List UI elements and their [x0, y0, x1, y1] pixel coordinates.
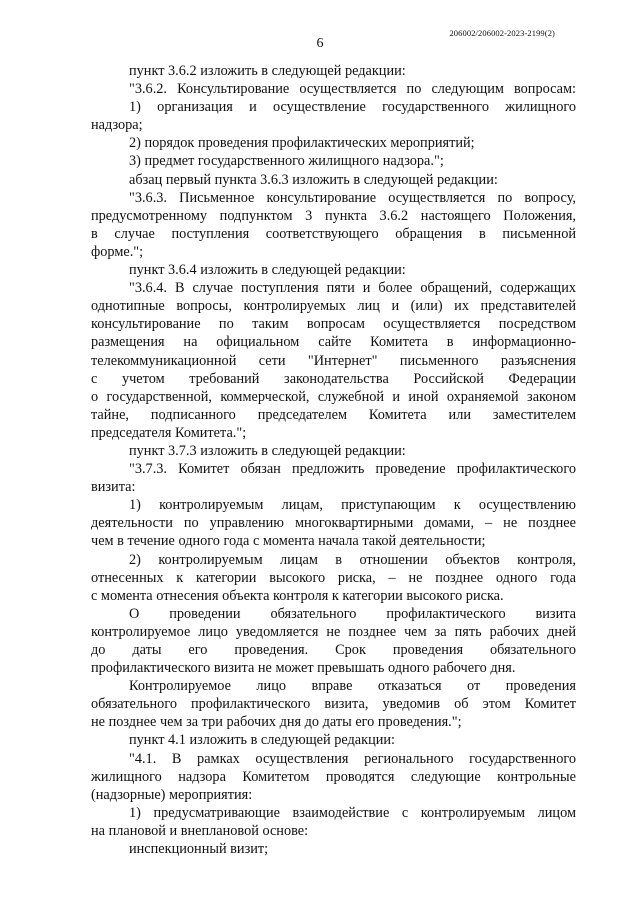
text-line: с момента отнесения объекта контроля к категории высокого риска.: [91, 587, 504, 604]
text-line: размещения на официальном сайте Комитета в информационно-: [91, 334, 576, 351]
text-line: надзора;: [91, 117, 143, 134]
text-line: 1) предусматривающие взаимодействие с контролируемым лицом: [129, 804, 576, 821]
text-line: "3.6.4. В случае поступления пяти и более обращений, содержащих: [129, 280, 576, 297]
text-line: инспекционный визит;: [129, 841, 269, 858]
text-line: "4.1. В рамках осуществления регионального государственного: [129, 750, 576, 767]
text-line: визита:: [91, 479, 136, 496]
text-line: (надзорные) мероприятия:: [91, 786, 253, 803]
text-line: 2) контролируемым лицам в отношении объектов контроля,: [129, 551, 576, 568]
text-line: 3) предмет государственного жилищного надзора.";: [129, 153, 444, 170]
text-line: о государственной, коммерческой, служебной и иной охраняемой законом: [91, 388, 576, 405]
text-line: пункт 3.6.4 изложить в следующей редакции:: [129, 262, 406, 279]
text-line: телекоммуникационной сети "Интернет" письменного разъяснения: [91, 352, 576, 369]
text-line: предусмотренному подпунктом 3 пункта 3.6.2 настоящего Положения,: [91, 207, 576, 224]
text-line: О проведении обязательного профилактического визита: [129, 605, 576, 622]
text-line: в случае поступления соответствующего обращения в письменной: [91, 225, 576, 242]
text-line: консультирование по таким вопросам осуществляется посредством: [91, 316, 576, 333]
text-line: контролируемое лицо уведомляется не позднее чем за пять рабочих дней: [91, 623, 576, 640]
document-id: 206002/206002-2023-2199(2): [449, 28, 555, 38]
text-line: "3.7.3. Комитет обязан предложить проведение профилактического: [129, 461, 576, 478]
text-line: абзац первый пункта 3.6.3 изложить в следующей редакции:: [129, 171, 498, 188]
text-line: не позднее чем за три рабочих дня до даты его проведения.";: [91, 714, 462, 731]
text-line: 1) контролируемым лицам, приступающим к осуществлению: [129, 497, 576, 514]
text-line: пункт 3.7.3 изложить в следующей редакции:: [129, 442, 406, 459]
text-line: пункт 4.1 изложить в следующей редакции:: [129, 732, 396, 749]
text-line: отнесенных к категории высокого риска, – не позднее одного года: [91, 569, 576, 586]
text-line: председателя Комитета.";: [91, 424, 247, 441]
page-number: 6: [316, 36, 324, 51]
text-line: жилищного надзора Комитетом проводятся следующие контрольные: [91, 768, 576, 785]
text-line: чем в течение одного года с момента начала такой деятельности;: [91, 533, 486, 550]
text-line: "3.6.2. Консультирование осуществляется по следующим вопросам:: [129, 81, 576, 98]
text-line: форме.";: [91, 243, 144, 260]
text-line: до даты его проведения. Срок проведения обязательного: [91, 642, 576, 658]
text-line: с учетом требований законодательства Российской Федерации: [91, 370, 576, 387]
document-body: [91, 62, 576, 858]
text-line: 2) порядок проведения профилактических мероприятий;: [129, 135, 475, 152]
text-line: "3.6.3. Письменное консультирование осуществляется по вопросу,: [129, 189, 576, 206]
text-line: обязательного профилактического визита, уведомив об этом Комитет: [91, 696, 576, 713]
text-line: Контролируемое лицо вправе отказаться от проведения: [129, 678, 576, 695]
text-line: тайне, подписанного председателем Комитета или заместителем: [91, 406, 576, 423]
text-line: деятельности по управлению многоквартирными домами, – не позднее: [91, 515, 576, 532]
text-line: однотипные вопросы, контролируемых лиц и (или) их представителей: [91, 298, 576, 315]
text-line: на плановой и внеплановой основе:: [91, 822, 309, 839]
text-line: 1) организация и осуществление государственного жилищного: [129, 99, 576, 116]
text-line: профилактического визита не может превышать одного рабочего дня.: [91, 660, 516, 677]
text-line: пункт 3.6.2 изложить в следующей редакции:: [129, 63, 406, 79]
